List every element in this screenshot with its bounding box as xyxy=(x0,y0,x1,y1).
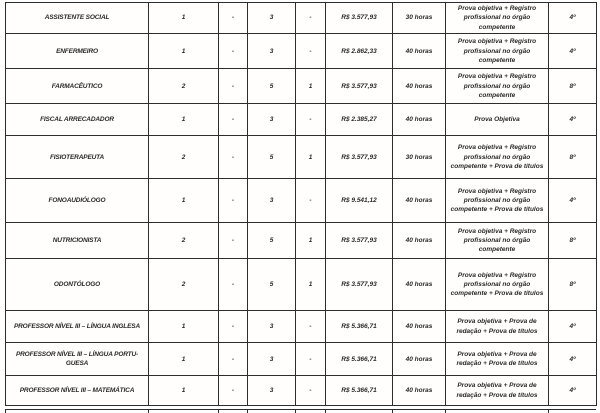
cell-carga-horaria: 40 horas xyxy=(393,311,446,343)
cell-dash-2: - xyxy=(296,34,326,69)
cell-dash: - xyxy=(219,69,248,104)
cell-vagas: 1 xyxy=(149,34,219,69)
cell-nivel: 4º xyxy=(549,376,597,406)
vacancies-table xyxy=(5,2,597,406)
cell-cargo: ODONTÓLOGO xyxy=(6,259,149,311)
cell-nivel: 8º xyxy=(549,259,597,311)
cell-dash-2: 1 xyxy=(296,259,326,311)
cell-nivel: 4º xyxy=(549,311,597,343)
next-table xyxy=(5,409,596,413)
cell-tipo-prova: Prova Objetiva xyxy=(446,104,549,136)
cell-cadastro: 3 xyxy=(248,343,296,376)
table-row xyxy=(6,136,597,179)
cell-cadastro: 5 xyxy=(248,136,296,179)
cell-carga-horaria: 40 horas xyxy=(393,223,446,259)
cell-salario: R$ 3.577,93 xyxy=(326,3,393,34)
cell-cargo: ENFERMEIRO xyxy=(6,34,149,69)
cell-tipo-prova: Prova objetiva + Registro profissional no órgão competente xyxy=(446,69,549,104)
table-row xyxy=(6,376,597,406)
partial-cell xyxy=(326,410,393,413)
table-row xyxy=(6,259,597,311)
next-table-partial-row xyxy=(5,409,596,413)
cell-salario: R$ 3.577,93 xyxy=(326,259,393,311)
cell-carga-horaria: 40 horas xyxy=(393,179,446,223)
cell-salario: R$ 3.577,93 xyxy=(326,136,393,179)
cell-nivel: 4º xyxy=(549,343,597,376)
cell-cargo: FISIOTERAPEUTA xyxy=(6,136,149,179)
cell-nivel: 4º xyxy=(549,104,597,136)
cell-dash-2: - xyxy=(296,311,326,343)
cell-carga-horaria: 40 horas xyxy=(393,259,446,311)
cell-tipo-prova: Prova objetiva + Registro profissional no órgão competente + Prova de títulos xyxy=(446,136,549,179)
cell-cargo: FARMACÊUTICO xyxy=(6,69,149,104)
cell-carga-horaria: 30 horas xyxy=(393,3,446,34)
cell-tipo-prova: Prova objetiva + Registro profissional no órgão competente + Prova de títulos xyxy=(446,259,549,311)
cell-carga-horaria: 40 horas xyxy=(393,104,446,136)
cell-cadastro: 5 xyxy=(248,69,296,104)
cell-salario: R$ 3.577,93 xyxy=(326,69,393,104)
table-body xyxy=(6,3,597,406)
cell-carga-horaria: 40 horas xyxy=(393,343,446,376)
cell-cargo: FONOAUDIÓLOGO xyxy=(6,179,149,223)
cell-cadastro: 3 xyxy=(248,311,296,343)
cell-dash: - xyxy=(219,34,248,69)
cell-salario: R$ 2.385,27 xyxy=(326,104,393,136)
cell-dash: - xyxy=(219,311,248,343)
cell-nivel: 8º xyxy=(549,223,597,259)
cell-cargo: ASSISTENTE SOCIAL xyxy=(6,3,149,34)
cell-cargo: PROFESSOR NÍVEL III – LÍNGUA PORTU-GUESA xyxy=(6,343,149,376)
cell-vagas: 1 xyxy=(149,343,219,376)
cell-cadastro: 3 xyxy=(248,376,296,406)
cell-carga-horaria: 40 horas xyxy=(393,376,446,406)
cell-nivel: 8º xyxy=(549,136,597,179)
table-row xyxy=(6,104,597,136)
partial-cell xyxy=(296,410,326,413)
cell-salario: R$ 9.541,12 xyxy=(326,179,393,223)
cell-tipo-prova: Prova objetiva + Registro profissional no órgão competente xyxy=(446,3,549,34)
cell-tipo-prova: Prova objetiva + Registro profissional no órgão competente xyxy=(446,34,549,69)
partial-cell xyxy=(393,410,446,413)
cell-dash: - xyxy=(219,179,248,223)
table-row xyxy=(6,179,597,223)
cell-nivel: 8º xyxy=(549,69,597,104)
cell-cadastro: 3 xyxy=(248,179,296,223)
cell-vagas: 1 xyxy=(149,311,219,343)
partial-cell xyxy=(446,410,549,413)
cell-vagas: 2 xyxy=(149,259,219,311)
table-row xyxy=(6,343,597,376)
cell-salario: R$ 5.366,71 xyxy=(326,311,393,343)
cell-cadastro: 3 xyxy=(248,104,296,136)
cell-dash-2: - xyxy=(296,3,326,34)
cell-dash-2: 1 xyxy=(296,223,326,259)
cell-vagas: 2 xyxy=(149,223,219,259)
cell-dash-2: - xyxy=(296,376,326,406)
cell-nivel: 4º xyxy=(549,3,597,34)
cell-vagas: 2 xyxy=(149,69,219,104)
cell-dash-2: - xyxy=(296,104,326,136)
table-row xyxy=(6,3,597,34)
cell-dash: - xyxy=(219,376,248,406)
cell-vagas: 1 xyxy=(149,179,219,223)
cell-dash-2: 1 xyxy=(296,136,326,179)
cell-cargo: PROFESSOR NÍVEL III – LÍNGUA INGLESA xyxy=(6,311,149,343)
partial-row xyxy=(6,410,597,413)
cell-dash: - xyxy=(219,259,248,311)
cell-tipo-prova: Prova objetiva + Registro profissional no órgão competente xyxy=(446,223,549,259)
cell-salario: R$ 3.577,93 xyxy=(326,223,393,259)
cell-nivel: 4º xyxy=(549,34,597,69)
cell-carga-horaria: 30 horas xyxy=(393,136,446,179)
cell-tipo-prova: Prova objetiva + Prova de redação + Prova de títulos xyxy=(446,376,549,406)
cell-cargo: PROFESSOR NÍVEL III – MATEMÁTICA xyxy=(6,376,149,406)
cell-carga-horaria: 40 horas xyxy=(393,69,446,104)
cell-dash-2: - xyxy=(296,343,326,376)
cell-vagas: 1 xyxy=(149,104,219,136)
cell-nivel: 4º xyxy=(549,179,597,223)
table-row xyxy=(6,311,597,343)
cell-vagas: 1 xyxy=(149,3,219,34)
cell-dash: - xyxy=(219,223,248,259)
cell-salario: R$ 5.366,71 xyxy=(326,376,393,406)
cell-cargo: NUTRICIONISTA xyxy=(6,223,149,259)
partial-cell xyxy=(549,410,597,413)
partial-cell xyxy=(219,410,248,413)
cell-vagas: 2 xyxy=(149,136,219,179)
partial-cell xyxy=(149,410,219,413)
cell-cadastro: 5 xyxy=(248,223,296,259)
table-row xyxy=(6,34,597,69)
cell-salario: R$ 2.862,33 xyxy=(326,34,393,69)
cell-salario: R$ 5.366,71 xyxy=(326,343,393,376)
partial-cell xyxy=(248,410,296,413)
cell-carga-horaria: 40 horas xyxy=(393,34,446,69)
cell-cadastro: 5 xyxy=(248,259,296,311)
cell-dash: - xyxy=(219,136,248,179)
cell-tipo-prova: Prova objetiva + Prova de redação + Prova de títulos xyxy=(446,343,549,376)
cell-dash: - xyxy=(219,104,248,136)
cell-dash-2: 1 xyxy=(296,69,326,104)
table-row xyxy=(6,223,597,259)
cell-cadastro: 3 xyxy=(248,34,296,69)
cell-dash-2: - xyxy=(296,179,326,223)
cell-dash: - xyxy=(219,3,248,34)
cell-tipo-prova: Prova objetiva + Prova de redação + Prova de títulos xyxy=(446,311,549,343)
cell-cargo: FISCAL ARRECADADOR xyxy=(6,104,149,136)
partial-cell xyxy=(6,410,149,413)
cell-tipo-prova: Prova objetiva + Registro profissional no órgão competente + Prova de títulos xyxy=(446,179,549,223)
table-row xyxy=(6,69,597,104)
cell-dash: - xyxy=(219,343,248,376)
cell-vagas: 1 xyxy=(149,376,219,406)
cell-cadastro: 3 xyxy=(248,3,296,34)
